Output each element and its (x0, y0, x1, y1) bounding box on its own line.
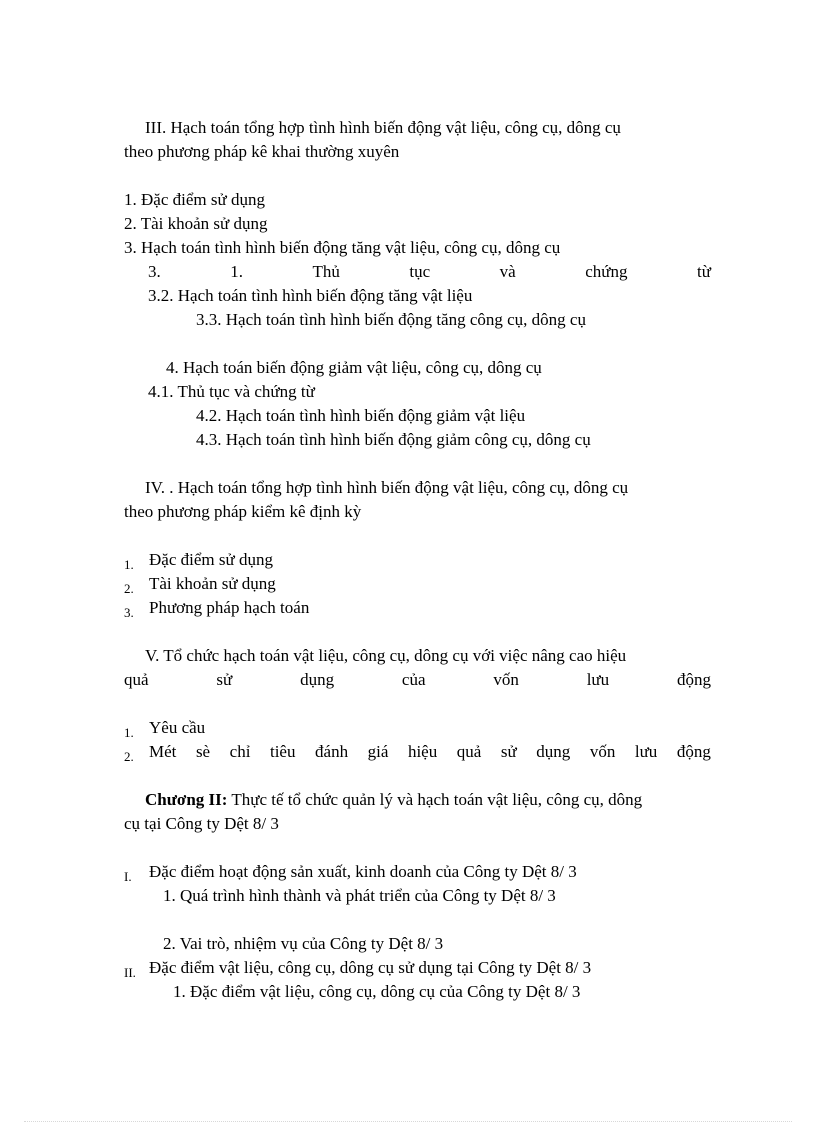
word: và (499, 262, 516, 281)
word: chỉ (229, 742, 251, 761)
word: vốn (493, 670, 519, 689)
chapter-2-title-line1 (145, 788, 642, 812)
item-3-4-2: 4.2. Hạch toán tình hình biến động giảm vật liệu (196, 406, 526, 425)
word: quả (124, 670, 149, 689)
word: từ (696, 262, 711, 281)
item-3-1: 1. Đặc điểm sử dụng (124, 190, 265, 209)
chapter-2-item-I-2: 2. Vai trò, nhiệm vụ của Công ty Dệt 8/ 3 (163, 934, 444, 953)
item-3-4-3: 4.3. Hạch toán tình hình biến động giảm công cụ, dông cụ (196, 430, 591, 449)
list-number: 2. (124, 581, 134, 596)
item-3-4-1: 4.1. Thủ tục và chứng từ (148, 382, 315, 401)
word: dụng (536, 742, 571, 761)
chapter-2-title-text: Thực tế tổ chức quản lý và hạch toán vật liệu, công cụ, dông (227, 790, 643, 809)
item-3-3-1-justified (148, 260, 711, 284)
word: dụng (300, 670, 335, 689)
word: chứng (585, 262, 628, 281)
chapter-2-item-II: Đặc điểm vật liệu, công cụ, dông cụ sử dụng tại Công ty Dệt 8/ 3 (149, 958, 592, 977)
section-5-title-line2-justified (124, 668, 711, 692)
word: 1. (230, 262, 243, 281)
section-3-title-line2: theo phương pháp kê khai thường xuyên (124, 142, 400, 161)
chapter-2-item-II-1: 1. Đặc điểm vật liệu, công cụ, dông cụ của Công ty Dệt 8/ 3 (173, 982, 581, 1001)
list-number: 2. (124, 749, 134, 764)
item-3-2: 2. Tài khoản sử dụng (124, 214, 268, 233)
list-number: 3. (124, 605, 134, 620)
word: lưu (634, 742, 658, 761)
word: Mét (149, 742, 177, 761)
roman-number: II. (124, 965, 136, 980)
section-5-item-2-justified (149, 740, 711, 764)
section-4-title-line1: IV. . Hạch toán tổng hợp tình hình biến động vật liệu, công cụ, dông cụ (145, 478, 629, 497)
item-3-4: 4. Hạch toán biến động giảm vật liệu, công cụ, dông cụ (166, 358, 542, 377)
section-4-title-line2: theo phương pháp kiểm kê định kỳ (124, 502, 362, 521)
word: Thủ (312, 262, 340, 281)
chapter-2-item-I-1: 1. Quá trình hình thành và phát triển của Công ty Dệt 8/ 3 (163, 886, 556, 905)
page-bottom-border (24, 1121, 792, 1122)
word: vốn (589, 742, 616, 761)
word: động (676, 742, 711, 761)
section-4-item-2: Tài khoản sử dụng (149, 574, 276, 593)
item-3-3-3: 3.3. Hạch toán tình hình biến động tăng công cụ, dông cụ (196, 310, 586, 329)
word: tục (409, 262, 431, 281)
word: sè (195, 742, 211, 761)
section-5-item-1: Yêu cầu (149, 718, 206, 737)
list-number: 1. (124, 557, 134, 572)
word: đánh (315, 742, 349, 761)
word: tiêu (269, 742, 296, 761)
roman-number: I. (124, 869, 132, 884)
word: của (401, 670, 426, 689)
word: giá (367, 742, 389, 761)
section-3-title-line1: III. Hạch toán tổng hợp tình hình biến động vật liệu, công cụ, dông cụ (145, 118, 621, 137)
word: hiệu (407, 742, 438, 761)
item-3-3: 3. Hạch toán tình hình biến động tăng vật liệu, công cụ, dông cụ (124, 238, 561, 257)
word: quả (456, 742, 482, 761)
section-4-item-3: Phương pháp hạch toán (149, 598, 310, 617)
word: sử (500, 742, 517, 761)
word: động (676, 670, 711, 689)
chapter-2-title-line2: cụ tại Công ty Dệt 8/ 3 (124, 814, 279, 833)
list-number: 1. (124, 725, 134, 740)
chapter-2-item-I: Đặc điểm hoạt động sản xuất, kinh doanh của Công ty Dệt 8/ 3 (149, 862, 577, 881)
word: sử (216, 670, 233, 689)
word: lưu (586, 670, 610, 689)
chapter-2-label: Chương II: (145, 790, 228, 809)
word: 3. (148, 262, 161, 281)
section-4-item-1: Đặc điểm sử dụng (149, 550, 273, 569)
section-5-title-line1: V. Tổ chức hạch toán vật liệu, công cụ, dông cụ với việc nâng cao hiệu (145, 646, 627, 665)
item-3-3-2: 3.2. Hạch toán tình hình biến động tăng vật liệu (148, 286, 473, 305)
